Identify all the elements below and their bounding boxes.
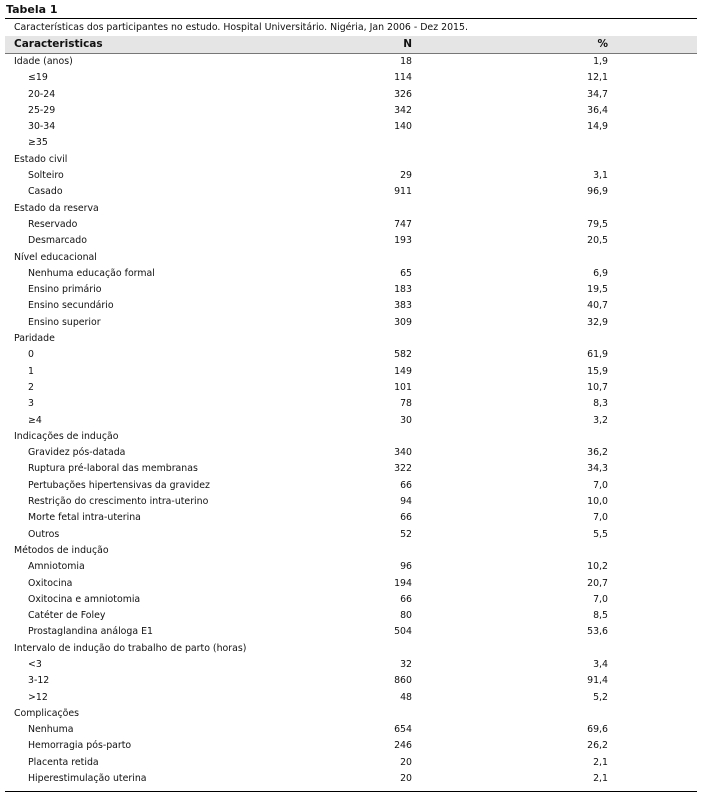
table-row [0, 282, 702, 298]
table-body [0, 54, 702, 787]
cell-percent: 10,2 [587, 561, 608, 573]
cell-n: 48 [400, 691, 412, 703]
table-row [0, 364, 702, 380]
row-label: Oxitocina e amniotomia [28, 593, 141, 605]
table-title: Tabela 1 [6, 3, 58, 16]
cell-percent: 91,4 [587, 675, 608, 687]
cell-percent: 32,9 [587, 316, 608, 328]
table-row [0, 135, 702, 151]
cell-percent: 53,6 [587, 626, 608, 638]
cell-n: 66 [400, 512, 412, 524]
table-caption: Características dos participantes no estudo. Hospital Universitário. Nigéria, Jan 2006 - Dez 2015. [14, 22, 468, 33]
table-row [0, 722, 702, 738]
cell-percent: 2,1 [593, 756, 608, 768]
cell-percent: 7,0 [593, 593, 608, 605]
cell-percent: 1,9 [593, 56, 608, 67]
cell-n: 114 [394, 72, 412, 84]
table-row [0, 510, 702, 526]
cell-percent: 3,4 [593, 658, 608, 670]
cell-n: 30 [400, 414, 412, 426]
table-group-row [0, 543, 702, 559]
top-rule [5, 18, 697, 19]
table-row [0, 347, 702, 363]
table-row [0, 624, 702, 640]
table-group-row [0, 201, 702, 217]
cell-n: 342 [394, 104, 412, 116]
cell-n: 322 [394, 463, 412, 475]
row-label: Ensino primário [28, 284, 102, 296]
cell-percent: 6,9 [593, 267, 608, 279]
cell-percent: 61,9 [587, 349, 608, 361]
table-row [0, 315, 702, 331]
cell-percent: 7,0 [593, 512, 608, 524]
cell-percent: 10,0 [587, 496, 608, 508]
group-label: Métodos de indução [14, 544, 109, 556]
cell-percent: 40,7 [587, 300, 608, 312]
cell-percent: 69,6 [587, 724, 608, 736]
cell-n: 194 [394, 577, 412, 589]
cell-percent: 20,7 [587, 577, 608, 589]
row-label: Catéter de Foley [28, 610, 106, 622]
cell-n: 18 [400, 56, 412, 67]
group-label: Intervalo de indução do trabalho de parto (horas) [14, 642, 247, 654]
cell-n: 246 [394, 740, 412, 752]
row-label: Nenhuma educação formal [28, 267, 155, 279]
row-label: 25-29 [28, 104, 56, 116]
header-n: N [403, 38, 412, 50]
cell-n: 340 [394, 447, 412, 459]
row-label: Pertubações hipertensivas da gravidez [28, 479, 210, 491]
table-row [0, 413, 702, 429]
table-row [0, 87, 702, 103]
table-row [0, 168, 702, 184]
row-label: <3 [28, 658, 42, 670]
cell-n: 20 [400, 773, 412, 785]
cell-n: 52 [400, 528, 412, 540]
cell-percent: 5,5 [593, 528, 608, 540]
cell-n: 78 [400, 398, 412, 410]
table-row [0, 559, 702, 575]
row-label: Gravidez pós-datada [28, 447, 126, 459]
row-label: Placenta retida [28, 756, 99, 768]
cell-percent: 3,1 [593, 170, 608, 182]
header-percent: % [597, 38, 608, 50]
table-row [0, 380, 702, 396]
cell-n: 101 [394, 381, 412, 393]
row-label: 3-12 [28, 675, 50, 687]
table-row [0, 70, 702, 86]
row-label: Hiperestimulação uterina [28, 773, 147, 785]
group-label: Paridade [14, 333, 55, 345]
table-row [0, 527, 702, 543]
table-group-row [0, 152, 702, 168]
table-row [0, 673, 702, 689]
table-row [0, 494, 702, 510]
group-label: Estado civil [14, 153, 68, 165]
cell-n: 94 [400, 496, 412, 508]
cell-n: 747 [394, 218, 412, 230]
row-label: 1 [28, 365, 34, 377]
cell-percent: 8,5 [593, 610, 608, 622]
cell-n: 140 [394, 121, 412, 133]
table-row [0, 184, 702, 200]
group-label: Estado da reserva [14, 202, 99, 214]
table-group-row [0, 641, 702, 657]
row-label: 0 [28, 349, 34, 361]
group-label: Complicações [14, 707, 80, 719]
cell-percent: 26,2 [587, 740, 608, 752]
cell-percent: 79,5 [587, 218, 608, 230]
cell-n: 309 [394, 316, 412, 328]
cell-n: 326 [394, 88, 412, 100]
row-label: Oxitocina [28, 577, 73, 589]
table-row [0, 298, 702, 314]
cell-percent: 7,0 [593, 479, 608, 491]
cell-percent: 10,7 [587, 381, 608, 393]
row-label: ≥35 [28, 137, 48, 149]
group-label: Idade (anos) [14, 56, 73, 67]
cell-n: 183 [394, 284, 412, 296]
bottom-rule [5, 791, 697, 792]
cell-percent: 3,2 [593, 414, 608, 426]
cell-n: 80 [400, 610, 412, 622]
table-group-row [0, 250, 702, 266]
row-label: 2 [28, 381, 34, 393]
cell-percent: 34,7 [587, 88, 608, 100]
row-label: Restrição do crescimento intra-uterino [28, 496, 209, 508]
row-label: Ruptura pré-laboral das membranas [28, 463, 198, 475]
cell-n: 32 [400, 658, 412, 670]
cell-n: 66 [400, 593, 412, 605]
table-row [0, 461, 702, 477]
row-label: ≥4 [28, 414, 42, 426]
row-label: Solteiro [28, 170, 64, 182]
row-label: Ensino superior [28, 316, 101, 328]
cell-n: 383 [394, 300, 412, 312]
cell-percent: 15,9 [587, 365, 608, 377]
table-row [0, 396, 702, 412]
cell-n: 504 [394, 626, 412, 638]
table-row [0, 103, 702, 119]
cell-n: 65 [400, 267, 412, 279]
group-label: Indicações de indução [14, 430, 119, 442]
table-row [0, 266, 702, 282]
table-row [0, 217, 702, 233]
cell-n: 193 [394, 235, 412, 247]
row-label: Outros [28, 528, 60, 540]
cell-percent: 36,2 [587, 447, 608, 459]
table-row [0, 755, 702, 771]
row-label: Hemorragia pós-parto [28, 740, 132, 752]
table-row [0, 119, 702, 135]
cell-percent: 14,9 [587, 121, 608, 133]
cell-percent: 5,2 [593, 691, 608, 703]
cell-n: 149 [394, 365, 412, 377]
cell-n: 29 [400, 170, 412, 182]
table-row [0, 233, 702, 249]
row-label: >12 [28, 691, 48, 703]
table-row [0, 738, 702, 754]
row-label: 30-34 [28, 121, 56, 133]
cell-n: 20 [400, 756, 412, 768]
group-label: Nível educacional [14, 251, 97, 263]
row-label: Desmarcado [28, 235, 87, 247]
row-label: Casado [28, 186, 63, 198]
table-group-row [0, 54, 702, 70]
cell-n: 66 [400, 479, 412, 491]
table-row [0, 478, 702, 494]
cell-n: 654 [394, 724, 412, 736]
table-row [0, 690, 702, 706]
cell-n: 96 [400, 561, 412, 573]
cell-n: 582 [394, 349, 412, 361]
row-label: ≤19 [28, 72, 48, 84]
row-label: Reservado [28, 218, 78, 230]
table-row [0, 576, 702, 592]
row-label: 20-24 [28, 88, 56, 100]
cell-percent: 19,5 [587, 284, 608, 296]
table-group-row [0, 706, 702, 722]
cell-percent: 36,4 [587, 104, 608, 116]
row-label: Amniotomia [28, 561, 85, 573]
table-row [0, 592, 702, 608]
table-row [0, 445, 702, 461]
cell-n: 860 [394, 675, 412, 687]
table-group-row [0, 331, 702, 347]
header-characteristic: Caracteristicas [14, 38, 103, 50]
table-group-row [0, 429, 702, 445]
cell-percent: 8,3 [593, 398, 608, 410]
row-label: 3 [28, 398, 34, 410]
row-label: Prostaglandina análoga E1 [28, 626, 153, 638]
row-label: Nenhuma [28, 724, 74, 736]
row-label: Ensino secundário [28, 300, 114, 312]
cell-percent: 2,1 [593, 773, 608, 785]
cell-n: 911 [394, 186, 412, 198]
cell-percent: 20,5 [587, 235, 608, 247]
cell-percent: 34,3 [587, 463, 608, 475]
table-row [0, 608, 702, 624]
cell-percent: 96,9 [587, 186, 608, 198]
table-row [0, 771, 702, 787]
table-row [0, 657, 702, 673]
row-label: Morte fetal intra-uterina [28, 512, 141, 524]
cell-percent: 12,1 [587, 72, 608, 84]
